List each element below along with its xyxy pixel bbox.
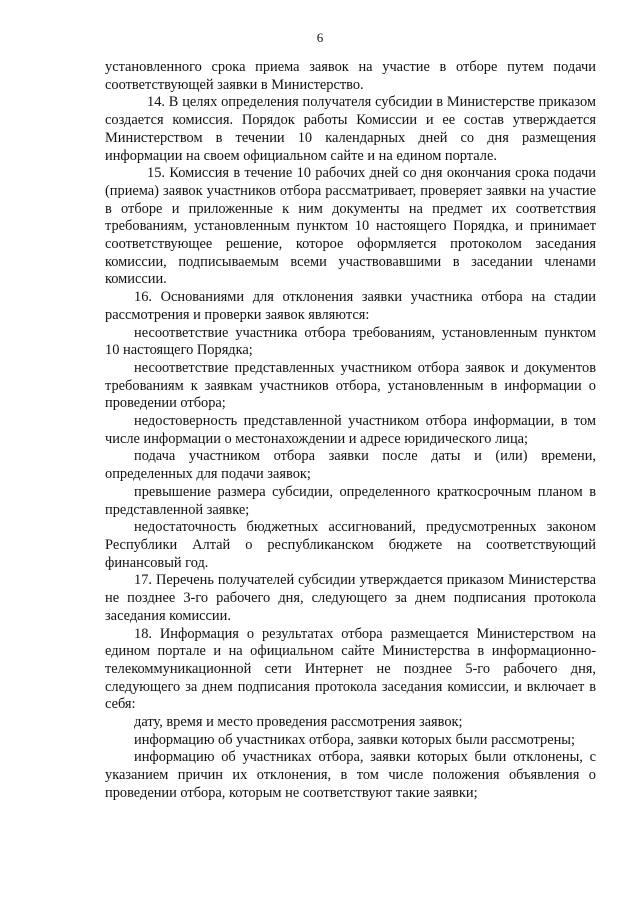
page-number: 6 xyxy=(316,30,324,45)
list-item-date-time-place: дату, время и место проведения рассмотрения заявок; xyxy=(134,714,463,731)
list-item-documents-mismatch: несоответствие представленных участником отбора заявок и документов требованиям к заявкам участников отбора, установленным в информации о проведении отбора; xyxy=(105,359,596,412)
paragraph-14: 14. В целях определения получателя субсидии в Министерстве приказом создается комиссия. Порядок работы Комиссии и ее состав утверждается Министерством в течении 10 календарных дней со дня размещения информации на своем официальном сайте и на едином портале. xyxy=(105,94,596,164)
list-item-reviewed-participants: информацию об участниках отбора, заявки которых были рассмотрены; xyxy=(134,731,575,748)
paragraph-17: 17. Перечень получателей субсидии утверждается приказом Министерства не позднее 3-го рабочего дня, следующего за днем подписания протокола заседания комиссии. xyxy=(105,572,596,624)
paragraph-16: 16. Основаниями для отклонения заявки участника отбора на стадии рассмотрения и проверки заявок являются: xyxy=(105,289,596,323)
list-item-unreliable-info: недостоверность представленной участником отбора информации, в том числе информации о местонахождении и адресе юридического лица; xyxy=(105,413,596,447)
list-item-late-submission: подача участником отбора заявки после даты и (или) времени, определенных для подачи заявок; xyxy=(105,448,596,483)
list-item-insufficient-budget: недостаточность бюджетных ассигнований, предусмотренных законом Республики Алтай о республиканском бюджете на соответствующий финансовый год. xyxy=(105,519,596,571)
list-item-subsidy-excess: превышение размера субсидии, определенного краткосрочным планом в представленной заявке; xyxy=(105,483,596,518)
list-item-requirements-mismatch: несоответствие участника отбора требованиям, установленным пунктом 10 настоящего Порядка; xyxy=(105,324,596,359)
paragraph-15: 15. Комиссия в течение 10 рабочих дней со дня окончания срока подачи (приема) заявок участников отбора рассматривает, проверяет заявки на участие в отборе и приложенные к ним документы на предмет их соответствия требованиям, установленным пунктом 10 настоящего Порядка, и принимает соответствующее решение, которое оформляется протоколом заседания комиссии, подписываемым всеми участвовавшими в заседании членами комиссии. xyxy=(105,165,596,288)
list-item-rejected-participants: информацию об участниках отбора, заявки которых были отклонены, с указанием причин их отклонения, в том числе положения объявления о проведении отбора, которым не соответствуют такие заявки; xyxy=(105,749,596,801)
document-body xyxy=(105,59,596,803)
paragraph-18: 18. Информация о результатах отбора размещается Министерством на едином портале и на официальном сайте Министерства в информационно-телекоммуникационной сети Интернет не позднее 5-го рабочего дня, следующего за днем подписания протокола заседания комиссии, и включает в себя: xyxy=(105,625,596,713)
paragraph-continuation: установленного срока приема заявок на участие в отборе путем подачи соответствующей заявки в Министерство. xyxy=(105,59,596,93)
